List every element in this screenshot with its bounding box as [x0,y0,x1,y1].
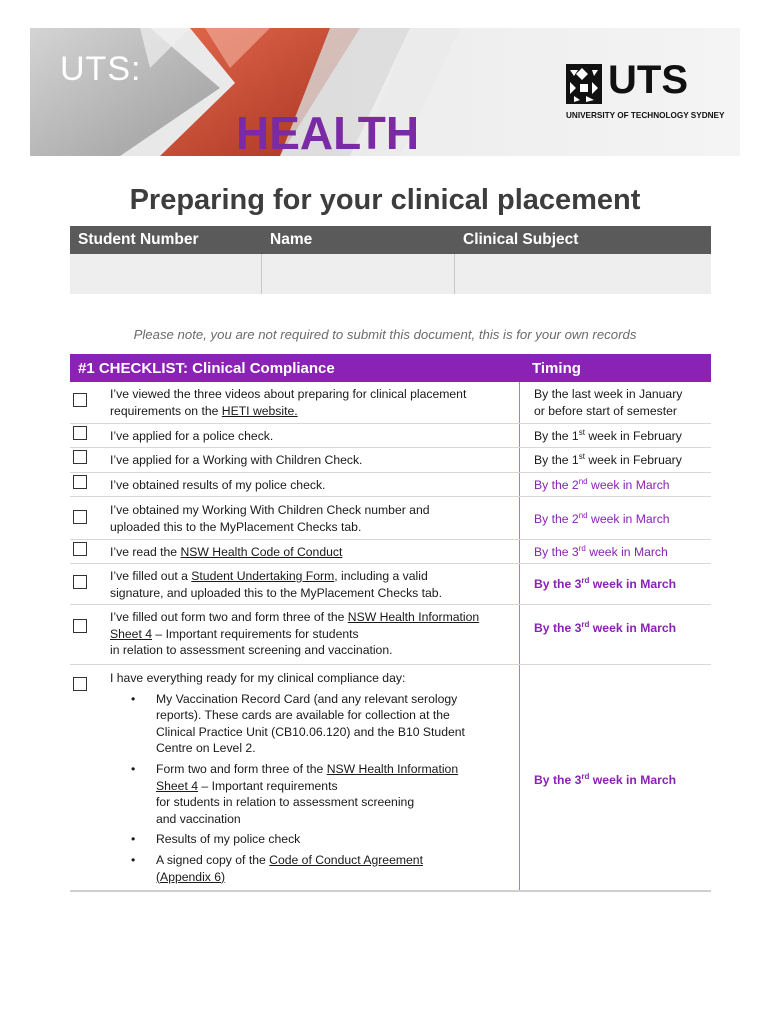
code-of-conduct-agreement-link[interactable]: Code of Conduct Agreement [269,852,423,867]
list-item: • Form two and form three of the NSW Health Information Sheet 4 – Important requirements for students in relation to assessment screening and vaccination [110,761,513,827]
checklist-row [70,473,711,497]
timing-cell: By the 2nd week in March [519,497,711,539]
header-name: Name [270,231,313,248]
uts-wordmark: UTS: [60,50,142,88]
student-table-header [70,226,711,254]
student-number-field[interactable] [70,254,262,294]
uts-logo-icon [566,64,602,104]
checkbox[interactable] [73,677,87,691]
checklist-header [70,354,711,382]
code-of-conduct-link[interactable]: NSW Health Code of Conduct [180,545,343,559]
checklist-row [70,665,711,892]
timing-cell: By the 3rd week in March [519,564,711,604]
uts-logo-text: UTS [608,58,688,102]
checklist-item-text: I’ve filled out form two and form three of the NSW Health Information Sheet 4 – Important requirements for students in relation to assessment screening and vaccination. [110,610,480,658]
checklist-table [70,354,711,892]
checklist-item-text: I’ve viewed the three videos about preparing for clinical placement requirements on the HETI website. [110,387,467,418]
name-field[interactable] [262,254,455,294]
checklist-row [70,424,711,448]
student-table-row [70,254,711,294]
checklist-row [70,564,711,605]
checklist-row [70,382,711,424]
timing-header: Timing [532,360,581,377]
required-items-list [110,691,513,886]
checklist-row [70,605,711,665]
sheet-4-link[interactable]: Sheet 4 [110,626,153,641]
timing-cell: By the 1st week in February [519,424,711,447]
checklist-item-text: I’ve read the NSW Health Code of Conduct [110,545,343,559]
student-details-table [70,226,711,294]
checklist-row [70,448,711,473]
timing-cell: By the 1st week in February [519,448,711,472]
checklist-row [70,497,711,540]
checklist-item-text: I’ve applied for a police check. [110,429,274,443]
list-item: • My Vaccination Record Card (and any relevant serology reports). These cards are available for collection at the Clinical Practice Unit (CB10.06.120) and the B10 Student Centre on Level 2. [110,691,513,757]
nsw-health-info-link[interactable]: NSW Health Information [326,761,459,776]
timing-cell: By the 3rd week in March [519,605,711,664]
nsw-health-info-link[interactable]: NSW Health Information [347,610,480,624]
student-undertaking-form-link[interactable]: Student Undertaking Form [191,569,335,583]
timing-cell: By the last week in January or before start of semester [519,382,711,423]
appendix-6-link[interactable]: (Appendix 6) [156,869,226,884]
checkbox[interactable] [73,426,87,440]
checkbox[interactable] [73,510,87,524]
header-banner [30,28,740,156]
timing-cell: By the 3rd week in March [519,665,711,890]
sheet-4-link[interactable]: Sheet 4 [156,778,199,793]
timing-cell: By the 3rd week in March [519,540,711,563]
timing-cell: By the 2nd week in March [519,473,711,496]
checkbox[interactable] [73,475,87,489]
checkbox[interactable] [73,450,87,464]
checklist-item-text: I’ve obtained results of my police check. [110,478,326,492]
list-item: • A signed copy of the Code of Conduct Agreement (Appendix 6) [110,852,513,885]
records-note: Please note, you are not required to submit this document, this is for your own records [133,327,637,342]
health-wordmark: HEALTH [236,107,420,156]
heti-website-link[interactable]: HETI website. [221,403,298,418]
uts-logo-subtitle: UNIVERSITY OF TECHNOLOGY SYDNEY [566,111,725,120]
checklist-item-text: I have everything ready for my clinical compliance day: • My Vaccination Record Card (and any relevant serology reports). These cards are available for collection at the Clinical Practice Unit (CB10.06.120) and the B10 Student Centre on Level 2. • Form two and form three of the NSW Health Information Sheet 4 – Important requirements for students in relation to assessment screening and vaccination • Results of my police check • A signed copy of the Code of Conduct Agreement (Appendix 6) [110,665,519,890]
checkbox[interactable] [73,575,87,589]
checkbox[interactable] [73,542,87,556]
checklist-item-text: I’ve applied for a Working with Children Check. [110,453,363,467]
checklist-item-text: I’ve filled out a Student Undertaking Form, including a valid signature, and uploaded this to the MyPlacement Checks tab. [110,569,442,600]
checkbox[interactable] [73,393,87,407]
list-item: • Results of my police check [110,831,513,848]
clinical-subject-field[interactable] [455,254,711,294]
checklist-title: #1 CHECKLIST: Clinical Compliance [78,360,335,377]
checkbox[interactable] [73,619,87,633]
header-student-number: Student Number [78,231,199,248]
checklist-row [70,540,711,564]
header-clinical-subject: Clinical Subject [463,231,579,248]
checklist-item-text: I’ve obtained my Working With Children Check number and uploaded this to the MyPlacement Checks tab. [110,503,430,534]
page-title: Preparing for your clinical placement [129,184,641,216]
uts-logo [566,58,736,154]
